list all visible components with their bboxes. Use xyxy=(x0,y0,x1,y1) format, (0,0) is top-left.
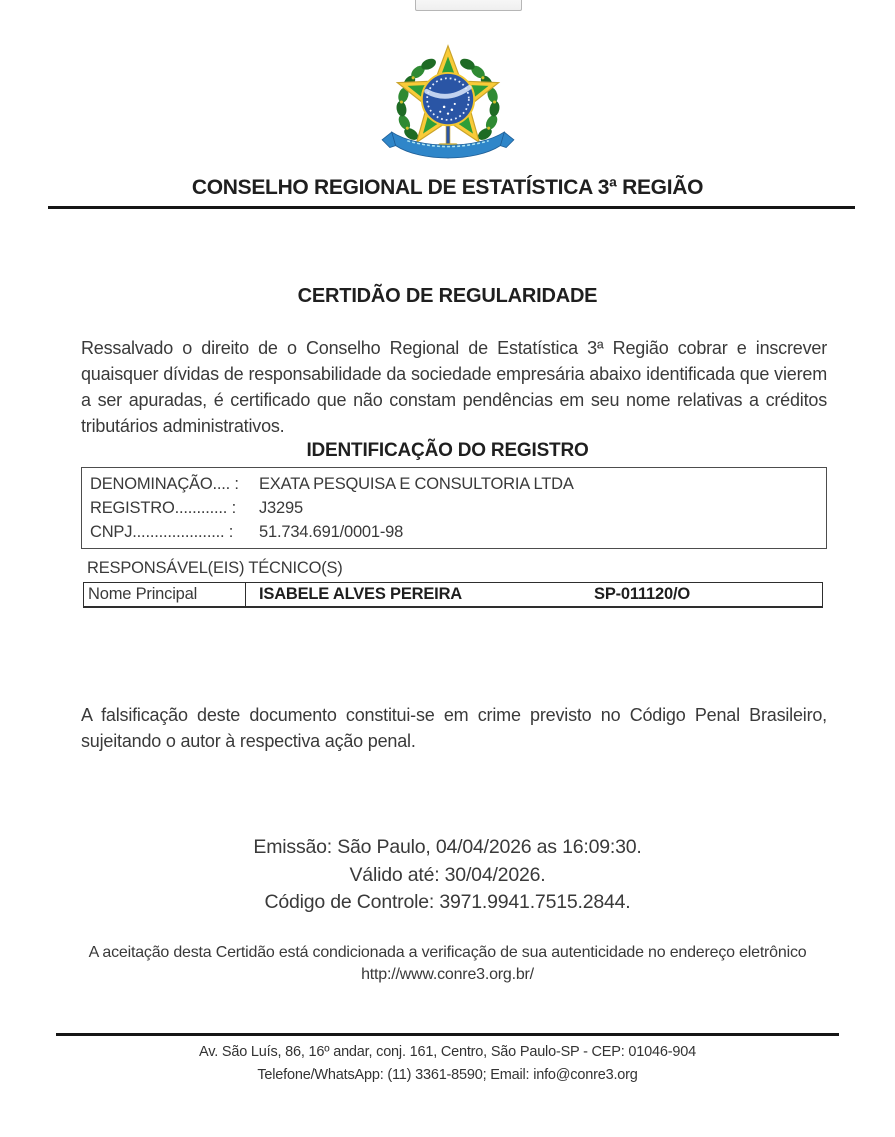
footer-address: Av. São Luís, 86, 16º andar, conj. 161, Centro, São Paulo-SP - CEP: 01046-904 xyxy=(199,1043,696,1060)
footer xyxy=(0,1042,895,1085)
responsible-role-cell: Nome Principal xyxy=(84,583,246,606)
emission-control-code-line: Código de Controle: 3971.9941.7515.2844. xyxy=(264,891,631,913)
acceptance-note: A aceitação desta Certidão está condicionada a verificação de sua autenticidade no endereço eletrônico http://www.conre3.org.br/ xyxy=(88,943,807,983)
org-name-heading: CONSELHO REGIONAL DE ESTATÍSTICA 3ª REGIÃO xyxy=(191,176,704,199)
header-emblem xyxy=(0,39,895,165)
registry-field-cnpj xyxy=(90,520,826,544)
responsible-table-row xyxy=(83,582,823,608)
brazil-coat-of-arms-icon xyxy=(380,152,516,169)
registry-field-label: CNPJ..................... : xyxy=(90,523,234,541)
registry-field-value: 51.734.691/0001-98 xyxy=(259,523,404,541)
registry-section-heading: IDENTIFICAÇÃO DO REGISTRO xyxy=(306,440,589,461)
registry-field-value: EXATA PESQUISA E CONSULTORIA LTDA xyxy=(259,475,574,493)
document-title: CERTIDÃO DE REGULARIDADE xyxy=(297,285,598,307)
responsible-registration-cell: SP-011120/O xyxy=(594,585,690,603)
top-cropped-button[interactable] xyxy=(415,0,522,11)
emission-block xyxy=(0,834,895,917)
footer-rule xyxy=(56,1033,839,1036)
emission-issued-line: Emissão: São Paulo, 04/04/2026 as 16:09:30. xyxy=(253,836,642,858)
registry-box xyxy=(81,467,827,549)
falsification-notice: A falsificação deste documento constitui-se em crime previsto no Código Penal Brasileiro, sujeitando o autor à respectiva ação penal. xyxy=(81,705,827,751)
registry-field-label: REGISTRO............ : xyxy=(90,499,236,517)
responsible-name-cell: ISABELE ALVES PEREIRA xyxy=(259,585,463,603)
responsible-section-heading: RESPONSÁVEL(EIS) TÉCNICO(S) xyxy=(87,559,343,577)
footer-contact: Telefone/WhatsApp: (11) 3361-8590; Email: info@conre3.org xyxy=(257,1066,638,1083)
registry-field-registro xyxy=(90,496,826,520)
intro-paragraph: Ressalvado o direito de o Conselho Regional de Estatística 3ª Região cobrar e inscrever quaisquer dívidas de responsabilidade da sociedade empresária abaixo identificada que vierem a ser apuradas, é certificado que não constam pendências em seu nome relativas a créditos tributários administrativos. xyxy=(81,338,827,436)
registry-field-label: DENOMINAÇÃO.... : xyxy=(90,475,239,493)
header-rule xyxy=(48,206,855,209)
emission-valid-until-line: Válido até: 30/04/2026. xyxy=(349,863,546,886)
registry-field-denominacao xyxy=(90,472,826,496)
registry-field-value: J3295 xyxy=(259,499,303,517)
